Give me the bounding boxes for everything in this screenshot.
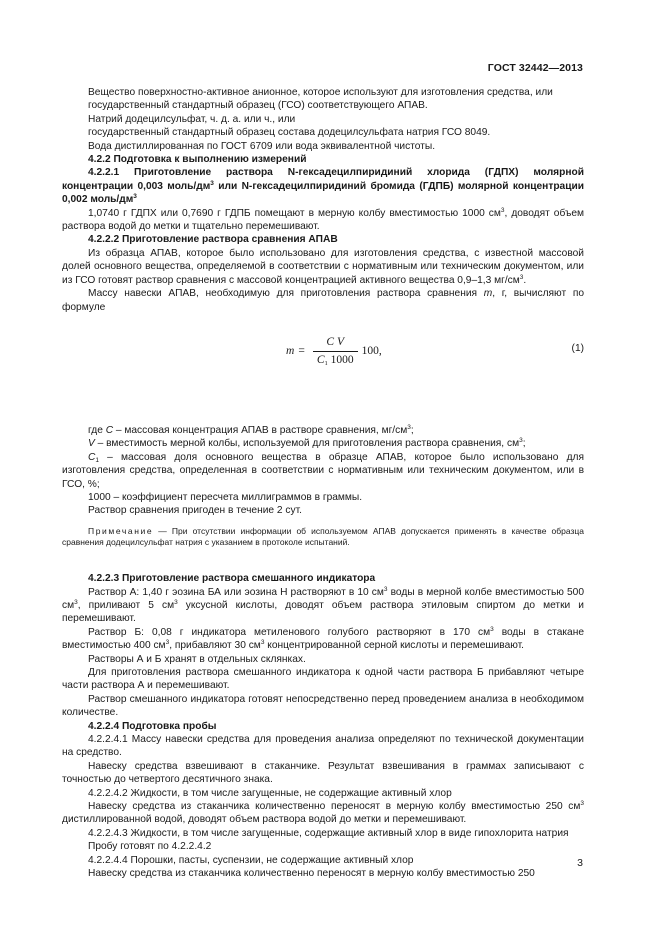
paragraph: 1,0740 г ГДПХ или 0,7690 г ГДПБ помещают в мерную колбу вместимостью 1000 $см^3$, доводят объем раствора водой до метки и тщательно перемешивают. bbox=[62, 206, 584, 233]
paragraph: Для приготовления раствора смешанного индикатора к одной части раствора Б прибавляют четыре части раствора А и перемешивают. bbox=[62, 667, 584, 692]
paragraph: Массу навески АПАВ, необходимую для приготовления раствора сравнения m, г, вычисляют по формуле bbox=[62, 288, 584, 313]
formula-1 bbox=[62, 326, 584, 396]
formula-expression: m = $\frac{\text{C V}}{C_1 1000}$ 100 , bbox=[286, 335, 382, 368]
where-clause: где С – массовая концентрация АПАВ в растворе сравнения, $мг/см^3$; bbox=[88, 423, 414, 436]
section-heading-4-2-2-4: 4.2.2.4 Подготовка пробы bbox=[88, 720, 217, 732]
section-heading-4-2-2-2: 4.2.2.2 Приготовление раствора сравнения АПАВ bbox=[88, 234, 338, 246]
section-heading-4-2-2: 4.2.2 Подготовка к выполнению измерений bbox=[88, 154, 307, 166]
paragraph: 4.2.2.4.2 Жидкости, в том числе загущенные, не содержащие активный хлор bbox=[88, 787, 452, 799]
paragraph: Из образца АПАВ, которое было использовано для изготовления средства, с известной массовой долей основного вещества, определяемой в соответствии с нормативным или техническим документом, или из ГСО готовят раствор сравнения с массовой концентрацией активного вещества 0,9–1,3 $мг/см^3$. bbox=[62, 247, 584, 286]
where-clause: 1000 – коэффициент пересчета миллиграммов в граммы. bbox=[88, 491, 363, 503]
paragraph: Навеску средства взвешивают в стаканчике. Результат взвешивания в граммах записывают с точностью до четвертого десятичного знака. bbox=[62, 760, 584, 786]
paragraph: Вода дистиллированная по ГОСТ 6709 или вода эквивалентной чистоты. bbox=[88, 140, 436, 152]
where-clause: $С_1$ – массовая доля основного вещества в образце АПАВ, которое было использовано для изготовления средства, определенная в соответствии с нормативным или техническим документом, или в ГСО, %; bbox=[62, 451, 584, 490]
paragraph: Натрий додецилсульфат, ч. д. а. или ч., или bbox=[88, 113, 296, 125]
paragraph: Раствор сравнения пригоден в течение 2 сут. bbox=[88, 505, 302, 517]
page-content bbox=[62, 86, 584, 881]
paragraph: Навеску средства из стаканчика количественно переносят в мерную колбу вместимостью 250 $см^3$ дистиллированной водой, доводят объем раствора водой до метки и перемешивают. bbox=[62, 800, 584, 826]
paragraph: 4.2.2.4.1 Массу навески средства для проведения анализа определяют по технической документации на средство. bbox=[62, 734, 584, 759]
paragraph: Навеску средства из стаканчика количественно переносят в мерную колбу вместимостью 250 bbox=[88, 868, 535, 880]
paragraph: 4.2.2.4.3 Жидкости, в том числе загущенные, содержащие активный хлор в виде гипохлорита натрия bbox=[88, 827, 569, 839]
equation-number: (1) bbox=[571, 342, 584, 354]
paragraph: Вещество поверхностно-активное анионное, которое используют для изготовления средства, или bbox=[88, 87, 553, 98]
section-heading-4-2-2-1: 4.2.2.1 Приготовление раствора N-гексадецилпиридиний хлорида (ГДПХ) молярной концентрации 0,003 моль/$дм^3$ или N-гексадецилпиридиний бромида (ГДПБ) молярной концентрации 0,002 моль/$дм^3$ bbox=[62, 167, 584, 206]
paragraph: Раствор Б: 0,08 г индикатора метиленового голубого растворяют в 170 $см^3$ воды в стакане вместимостью 400 $см^3$, прибавляют 30 $см^3$ концентрированной серной кислоты и перемешивают. bbox=[62, 625, 585, 652]
paragraph: Пробу готовят по 4.2.2.4.2 bbox=[88, 841, 212, 853]
formula-fraction: $\frac{\text{C V}}{C_1 1000}$ bbox=[313, 336, 358, 368]
paragraph: Растворы А и Б хранят в отдельных склянках. bbox=[88, 653, 306, 665]
paragraph: государственный стандартный образец состава додецилсульфата натрия ГСО 8049. bbox=[88, 127, 491, 139]
paragraph: Раствор смешанного индикатора готовят непосредственно перед проведением анализа в необходимом количестве. bbox=[62, 693, 584, 719]
paragraph: 4.2.2.4.4 Порошки, пасты, суспензии, не содержащие активный хлор bbox=[88, 854, 414, 866]
page-number: 3 bbox=[577, 857, 583, 869]
paragraph: Раствор А: 1,40 г эозина БА или эозина Н растворяют в 10 $см^3$ воды в мерной колбе вместимостью 500 $см^3$, приливают 5 $см^3$ уксусной кислоты, доводят объем раствора этиловым спиртом до метки и перемешивают. bbox=[62, 585, 585, 625]
note: Примечание — При отсутствии информации об используемом АПАВ допускается применять в качестве образца сравнения додецилсульфат натрия с указанием в протоколе испытаний. bbox=[62, 525, 584, 547]
section-heading-4-2-2-3: 4.2.2.3 Приготовление раствора смешанного индикатора bbox=[88, 573, 376, 585]
standard-header: ГОСТ 32442—2013 bbox=[487, 62, 583, 74]
paragraph: государственный стандартный образец (ГСО) соответствующего АПАВ. bbox=[88, 100, 428, 112]
where-clause: V – вместимость мерной колбы, используемой для приготовления раствора сравнения, $см^3$; bbox=[88, 437, 526, 450]
